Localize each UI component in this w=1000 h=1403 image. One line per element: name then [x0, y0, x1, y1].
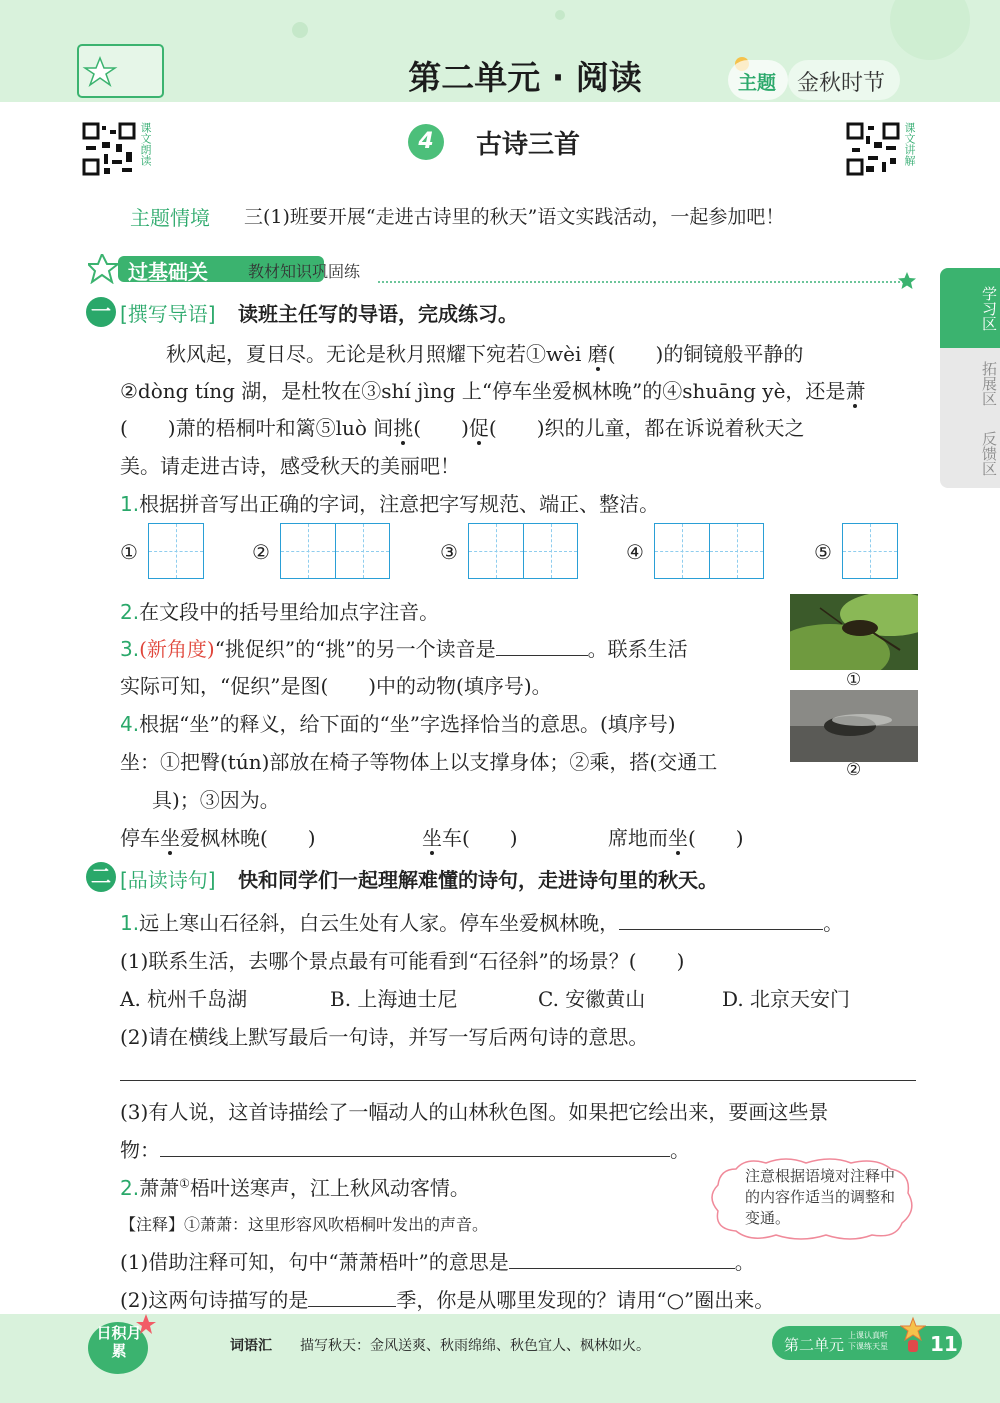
passage-line: [120, 412, 805, 441]
question-4: [120, 708, 676, 737]
dotted-char: 坐: [422, 826, 442, 850]
passage-text: ( )的铜镜般平静的: [607, 342, 804, 366]
option-d[interactable]: D. 北京天安门: [722, 987, 851, 1011]
question-number: 2.: [120, 1176, 140, 1200]
theme-name: 金秋时节: [797, 71, 886, 96]
answer-blank[interactable]: [496, 637, 588, 656]
side-tabs: [940, 268, 1000, 488]
cricket-image: [790, 594, 918, 670]
star-icon: [898, 272, 916, 290]
question-text: 梧叶送寒声，江上秋风动客情。: [189, 1176, 470, 1200]
tab-feedback[interactable]: 反馈区: [940, 418, 1000, 488]
answer-label: ⑤: [814, 540, 832, 564]
basic-label: 过基础关: [128, 260, 208, 284]
question-text: 萧萧: [139, 1176, 180, 1200]
question-3-line2: 实际可知，“促织”是图( )中的动物(填序号)。: [120, 674, 552, 698]
dotted-char: 磨: [587, 342, 608, 366]
answer-label: ④: [626, 540, 644, 564]
choice-text: ( ): [688, 826, 744, 850]
vocab-label: 词语汇: [230, 1338, 272, 1354]
cicada-image: [790, 690, 918, 762]
answer-blank[interactable]: [619, 911, 823, 930]
scene-text: 三(1)班要开展“走进古诗里的秋天”语文实践活动，一起参加吧！: [244, 206, 785, 228]
question-text: 。: [823, 911, 844, 935]
dotted-char: 挑: [393, 416, 414, 440]
answer-label: ③: [440, 540, 458, 564]
answer-blank[interactable]: [308, 1288, 396, 1307]
dotted-char: 萧: [845, 379, 866, 403]
passage-text: ( ): [413, 416, 469, 440]
passage-text: ②dòng tíng 湖，是杜牧在③shí jìng 上“停车坐爱枫林晚”的④shuāng yè，还是: [120, 379, 846, 403]
question-text: 。: [670, 1138, 690, 1162]
question-text: 根据拼音写出正确的字词，注意把字写规范、端正、整洁。: [139, 492, 660, 516]
poem-question-2: [120, 1172, 470, 1201]
sub-question-1: [120, 1246, 755, 1275]
question-3: [120, 633, 688, 662]
tab-extend[interactable]: 拓展区: [940, 348, 1000, 418]
lesson-number-badge: 4: [408, 124, 444, 160]
page-number: 11: [930, 1332, 958, 1356]
blackboard-logo-icon: [78, 45, 163, 97]
daily-badge: 日积月累: [96, 1324, 142, 1360]
basic-sub: 教材知识巩固练: [248, 262, 361, 281]
slogan-line: 下课练天星: [848, 1342, 888, 1351]
question-text: 远上寒山石径斜，白云生处有人家。停车坐爱枫林晚，: [139, 911, 620, 935]
tip-text: 注意根据语境对注释中的内容作适当的调整和变通。: [745, 1167, 896, 1227]
annotation: 【注释】①萧萧：这里形容风吹梧桐叶发出的声音。: [120, 1215, 489, 1234]
passage-line: [120, 375, 865, 404]
passage-text: ( )萧的梧桐叶和篱⑤luò 间: [120, 416, 394, 440]
question-1: [120, 488, 659, 517]
sub-question-3: (3)有人说，这首诗描绘了一幅动人的山林秋色图。如果把它绘出来，要画这些景: [120, 1100, 829, 1124]
passage-text: ( )织的儿童，都在诉说着秋天之: [488, 416, 805, 440]
question-text: (2)这两句诗描写的是: [120, 1288, 309, 1312]
writing-grid[interactable]: [280, 523, 390, 579]
question-text: 。联系生活: [587, 637, 688, 661]
sub-question-2: (2)请在横线上默写最后一句诗，并写一写后两句诗的意思。: [120, 1025, 649, 1049]
footer-unit: 第二单元: [784, 1336, 845, 1354]
choice-3: [608, 822, 744, 851]
choice-text: 爱枫林晚( ): [180, 826, 316, 850]
dotted-char: 坐: [668, 826, 688, 850]
question-number: 3.: [120, 637, 140, 661]
question-text: 物：: [120, 1138, 160, 1162]
dotted-char: 坐: [160, 826, 180, 850]
writing-grid[interactable]: [654, 523, 764, 579]
answer-label: ②: [252, 540, 270, 564]
section-badge: 一: [86, 297, 116, 327]
image-label: ①: [846, 670, 862, 690]
answer-label: ①: [120, 540, 138, 564]
lesson-title: 古诗三首: [476, 130, 581, 160]
question-number: 1.: [120, 492, 140, 516]
question-text: “挑促织”的“挑”的另一个读音是: [214, 637, 496, 661]
sub-question-3-line2: [120, 1134, 690, 1163]
poem-question-1: [120, 907, 843, 936]
writing-grid[interactable]: [842, 523, 898, 579]
sub-question-2: [120, 1284, 774, 1313]
writing-grid[interactable]: [468, 523, 578, 579]
question-text: 季，你是从哪里发现的？请用“○”圈出来。: [396, 1288, 775, 1312]
image-label: ②: [846, 760, 862, 780]
unit-title: 第二单元 · 阅读: [408, 58, 642, 97]
answer-blank[interactable]: [160, 1138, 670, 1157]
answer-line[interactable]: [120, 1080, 916, 1081]
section-badge: 二: [86, 862, 116, 892]
section-tag: [撰写导语]: [120, 302, 216, 326]
writing-grid[interactable]: [148, 523, 204, 579]
definition-line: 具)；③因为。: [152, 788, 280, 812]
option-c[interactable]: C. 安徽黄山: [538, 987, 646, 1011]
sub-question-1: (1)联系生活，去哪个景点最有可能看到“石径斜”的场景？( ): [120, 949, 685, 973]
passage-line: 美。请走进古诗，感受秋天的美丽吧！: [120, 454, 460, 478]
definition-line: 坐：①把臀(tún)部放在椅子等物体上以支撑身体；②乘，搭(交通工: [120, 750, 718, 774]
question-text: 在文段中的括号里给加点字注音。: [139, 600, 440, 624]
dotted-char: 促: [468, 416, 489, 440]
qr-code-icon[interactable]: [846, 122, 900, 176]
question-number: 1.: [120, 911, 140, 935]
option-a[interactable]: A. 杭州千岛湖: [120, 987, 248, 1011]
vocab-text: 描写秋天：金风送爽、秋雨绵绵、秋色宜人、枫林如火。: [300, 1338, 650, 1354]
footer-slogan: [848, 1330, 888, 1352]
slogan-line: 上课认真听: [848, 1331, 888, 1340]
section-tag: [品读诗句]: [120, 868, 216, 892]
theme-label: 主题: [738, 72, 777, 94]
choice-1: [120, 822, 316, 851]
choice-2: [422, 822, 518, 851]
question-number: 2.: [120, 600, 140, 624]
question-text: 根据“坐”的释义，给下面的“坐”字选择恰当的意思。(填序号): [139, 712, 676, 736]
new-angle-tag: (新角度): [139, 637, 215, 661]
choice-text: 席地而: [608, 826, 668, 850]
passage-line: [166, 338, 803, 367]
qr-left-label: 课文朗读: [139, 122, 152, 166]
question-number: 4.: [120, 712, 140, 736]
choice-text: 车( ): [442, 826, 518, 850]
qr-right-label: 课文讲解: [903, 122, 916, 166]
answer-blank[interactable]: [509, 1250, 735, 1269]
section-instruction: 读班主任写的导语，完成练习。: [238, 302, 518, 326]
section-instruction: 快和同学们一起理解难懂的诗句，走进诗句里的秋天。: [238, 868, 718, 892]
qr-code-icon[interactable]: [82, 122, 136, 176]
scene-label: 主题情境: [130, 206, 210, 230]
question-text: 。: [734, 1250, 755, 1274]
question-2: [120, 596, 439, 625]
banner-divider: [378, 281, 908, 283]
option-b[interactable]: B. 上海迪士尼: [330, 987, 458, 1011]
passage-text: 秋风起，夏日尽。无论是秋月照耀下宛若①wèi: [166, 342, 588, 366]
mascot-icon: [900, 1316, 926, 1356]
tab-study[interactable]: 学习区: [940, 268, 1000, 348]
footnote-mark: ①: [179, 1176, 190, 1191]
question-text: (1)借助注释可知，句中“萧萧梧叶”的意思是: [120, 1250, 509, 1274]
choice-text: 停车: [120, 826, 160, 850]
